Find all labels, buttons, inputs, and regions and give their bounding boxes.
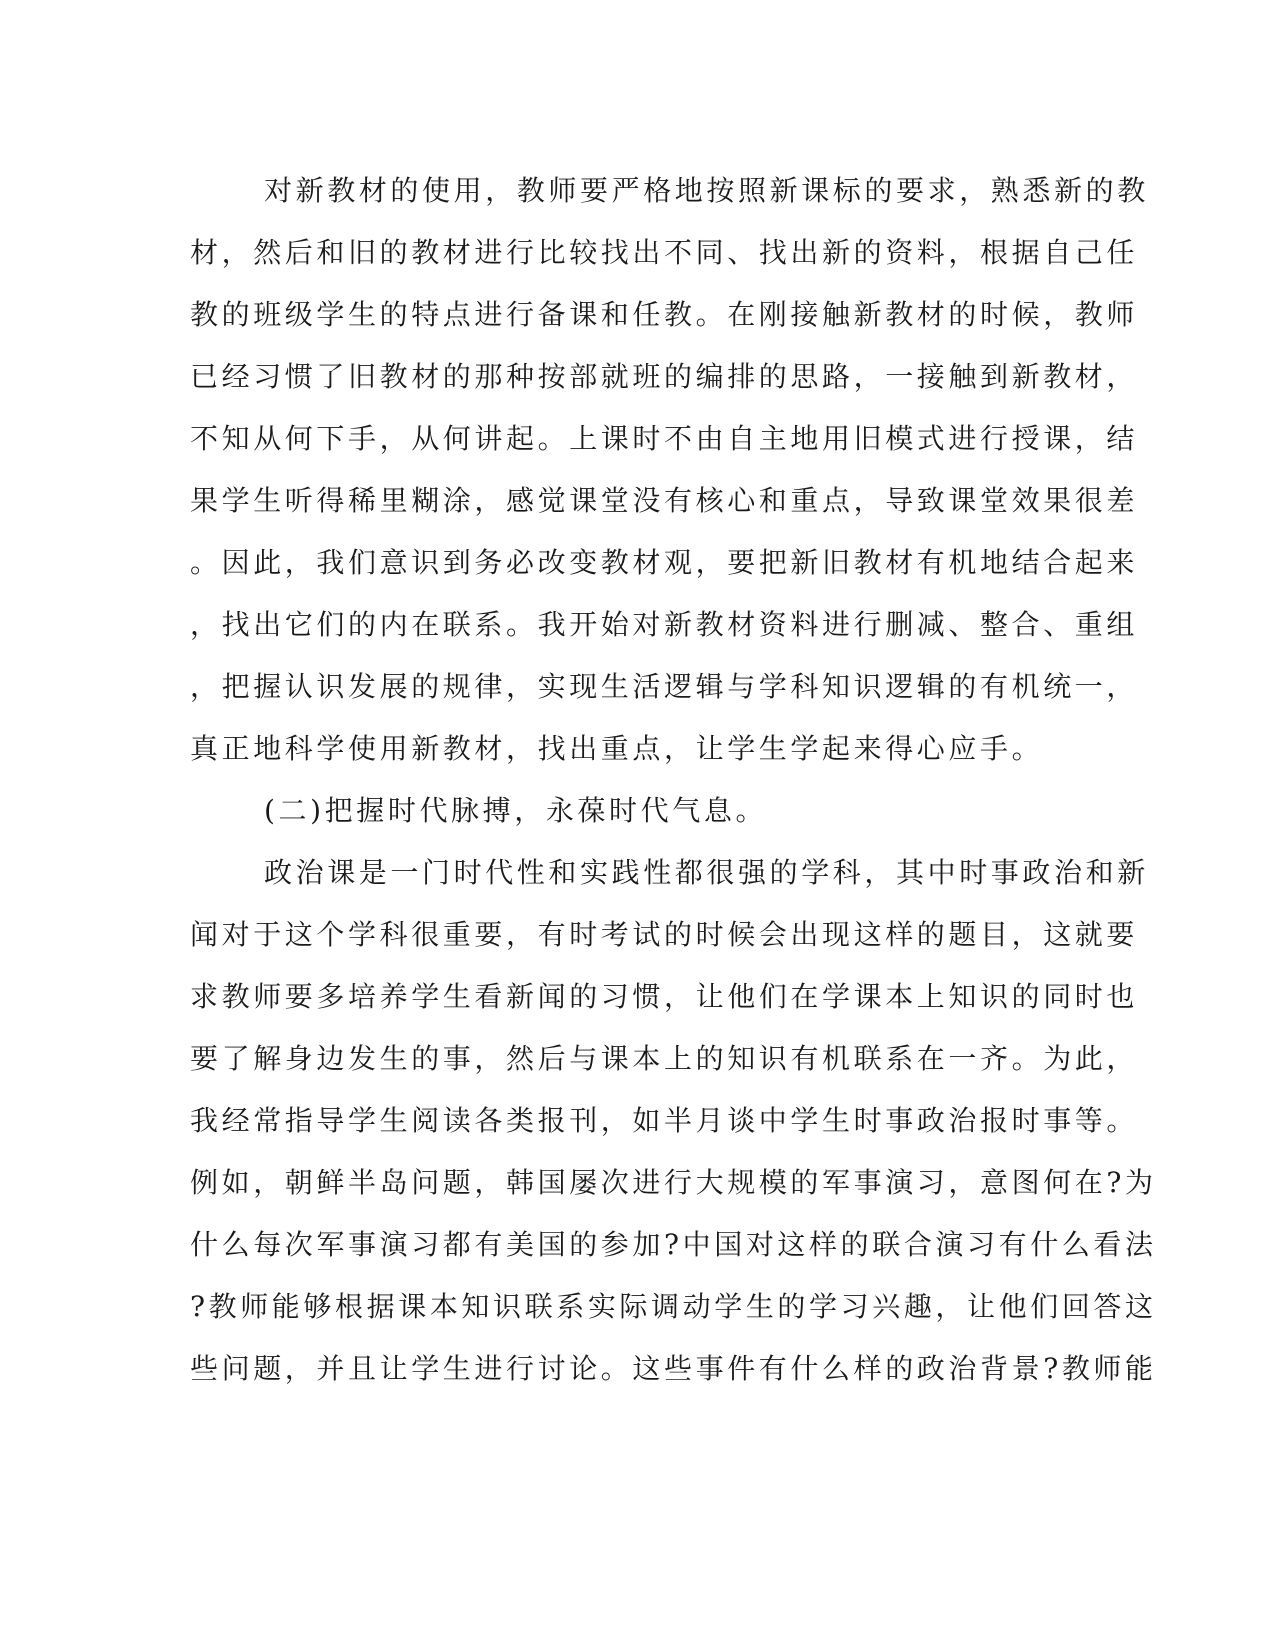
paragraph-line: 求教师要多培养学生看新闻的习惯，让他们在学课本上知识的同时也 xyxy=(190,980,1139,1013)
paragraph-line: 真正地科学使用新教材，找出重点，让学生学起来得心应手。 xyxy=(190,732,1044,765)
paragraph-line: 。因此，我们意识到务必改变教材观，要把新旧教材有机地结合起来 xyxy=(190,546,1139,579)
paragraph-line: 材，然后和旧的教材进行比较找出不同、找出新的资料，根据自己任 xyxy=(190,236,1139,269)
paragraph-line: ，把握认识发展的规律，实现生活逻辑与学科知识逻辑的有机统一， xyxy=(190,670,1139,703)
paragraph-line: 教的班级学生的特点进行备课和任教。在刚接触新教材的时候，教师 xyxy=(190,298,1139,331)
paragraph-line: 什么每次军事演习都有美国的参加?中国对这样的联合演习有什么看法 xyxy=(190,1228,1157,1261)
paragraph-line: 闻对于这个学科很重要，有时考试的时候会出现这样的题目，这就要 xyxy=(190,918,1139,951)
section-heading: (二)把握时代脉搏，永葆时代气息。 xyxy=(264,794,768,827)
document-body xyxy=(190,160,1157,1400)
paragraph-line: 例如，朝鲜半岛问题，韩国屡次进行大规模的军事演习，意图何在?为 xyxy=(190,1166,1157,1199)
paragraph-line: 政治课是一门时代性和实践性都很强的学科，其中时事政治和新 xyxy=(264,856,1149,889)
paragraph-line: 对新教材的使用，教师要严格地按照新课标的要求，熟悉新的教 xyxy=(264,174,1149,207)
paragraph-line: ?教师能够根据课本知识联系实际调动学生的学习兴趣，让他们回答这 xyxy=(190,1290,1157,1323)
paragraph-line: 些问题，并且让学生进行讨论。这些事件有什么样的政治背景?教师能 xyxy=(190,1352,1157,1385)
paragraph-line: 果学生听得稀里糊涂，感觉课堂没有核心和重点，导致课堂效果很差 xyxy=(190,484,1139,517)
paragraph-line: 不知从何下手，从何讲起。上课时不由自主地用旧模式进行授课，结 xyxy=(190,422,1139,455)
paragraph-line: 已经习惯了旧教材的那种按部就班的编排的思路，一接触到新教材， xyxy=(190,360,1139,393)
paragraph-line: ，找出它们的内在联系。我开始对新教材资料进行删减、整合、重组 xyxy=(190,608,1139,641)
paragraph-line: 我经常指导学生阅读各类报刊，如半月谈中学生时事政治报时事等。 xyxy=(190,1104,1139,1137)
paragraph-line: 要了解身边发生的事，然后与课本上的知识有机联系在一齐。为此， xyxy=(190,1042,1139,1075)
